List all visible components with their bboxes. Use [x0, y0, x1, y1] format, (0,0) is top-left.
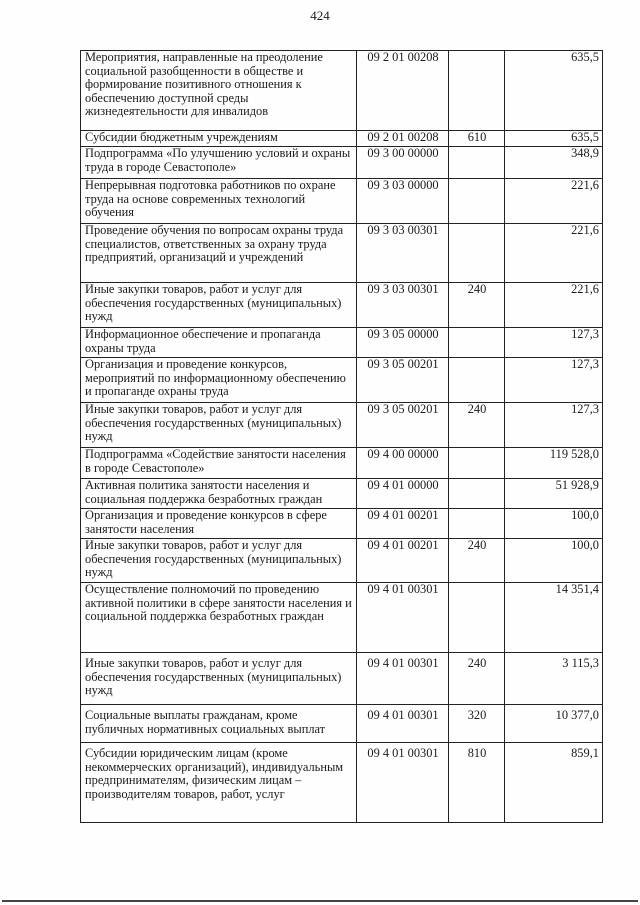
row-name: Социальные выплаты гражданам, кроме публичных нормативных социальных выплат: [81, 705, 357, 743]
row-name: Иные закупки товаров, работ и услуг для обеспечения государственных (муниципальных) нужд: [81, 653, 357, 705]
row-type: 240: [449, 403, 505, 448]
row-sum: 100,0: [505, 539, 603, 583]
row-type: 610: [449, 131, 505, 147]
row-sum: 127,3: [505, 358, 603, 403]
row-code: 09 4 01 00201: [357, 509, 449, 539]
page-number: 424: [310, 8, 330, 23]
row-type: [449, 509, 505, 539]
row-sum: 3 115,3: [505, 653, 603, 705]
table-row: [81, 539, 603, 583]
row-name: Непрерывная подготовка работников по охране труда на основе современных технологий обучения: [81, 179, 357, 224]
row-code: 09 2 01 00208: [357, 51, 449, 131]
row-type: 240: [449, 539, 505, 583]
row-code: 09 3 05 00201: [357, 403, 449, 448]
table-row: [81, 403, 603, 448]
table-row: [81, 283, 603, 328]
row-name: Иные закупки товаров, работ и услуг для обеспечения государственных (муниципальных) нужд: [81, 539, 357, 583]
row-type: [449, 328, 505, 358]
row-name: Субсидии бюджетным учреждениям: [81, 131, 357, 147]
row-type: [449, 358, 505, 403]
row-name: Субсидии юридическим лицам (кроме некоммерческих организаций), индивидуальным предпринимателям, физическим лицам – производителям товаров, работ, услуг: [81, 743, 357, 823]
row-name: Подпрограмма «По улучшению условий и охраны труда в городе Севастополе»: [81, 147, 357, 179]
row-type: [449, 51, 505, 131]
row-sum: 100,0: [505, 509, 603, 539]
row-code: 09 3 03 00000: [357, 179, 449, 224]
row-sum: 221,6: [505, 224, 603, 283]
table-row: [81, 743, 603, 823]
table-row: [81, 328, 603, 358]
bottom-scan-edge: [2, 900, 638, 902]
row-type: 240: [449, 283, 505, 328]
table-row: [81, 147, 603, 179]
row-name: Подпрограмма «Содействие занятости населения в городе Севастополе»: [81, 448, 357, 479]
table-row: [81, 51, 603, 131]
row-code: 09 4 01 00201: [357, 539, 449, 583]
row-sum: 348,9: [505, 147, 603, 179]
table-row: [81, 448, 603, 479]
table-row: [81, 479, 603, 509]
table-row: [81, 131, 603, 147]
row-name: Иные закупки товаров, работ и услуг для обеспечения государственных (муниципальных) нужд: [81, 283, 357, 328]
table-row: [81, 509, 603, 539]
row-code: 09 2 01 00208: [357, 131, 449, 147]
row-name: Мероприятия, направленные на преодоление социальной разобщенности в обществе и формирование позитивного отношения к обеспечению доступной среды жизнедеятельности для инвалидов: [81, 51, 357, 131]
row-sum: 221,6: [505, 179, 603, 224]
row-type: [449, 479, 505, 509]
row-sum: 14 351,4: [505, 583, 603, 653]
row-sum: 635,5: [505, 131, 603, 147]
table-row: [81, 653, 603, 705]
row-sum: 51 928,9: [505, 479, 603, 509]
row-sum: 127,3: [505, 328, 603, 358]
row-name: Организация и проведение конкурсов в сфере занятости населения: [81, 509, 357, 539]
row-code: 09 4 01 00301: [357, 653, 449, 705]
row-type: [449, 448, 505, 479]
row-code: 09 4 00 00000: [357, 448, 449, 479]
row-sum: 859,1: [505, 743, 603, 823]
row-sum: 127,3: [505, 403, 603, 448]
row-type: [449, 147, 505, 179]
row-sum: 221,6: [505, 283, 603, 328]
row-code: 09 3 05 00201: [357, 358, 449, 403]
table-row: [81, 705, 603, 743]
row-sum: 10 377,0: [505, 705, 603, 743]
row-code: 09 3 03 00301: [357, 283, 449, 328]
row-type: [449, 583, 505, 653]
row-code: 09 4 01 00301: [357, 743, 449, 823]
row-code: 09 3 03 00301: [357, 224, 449, 283]
row-sum: 635,5: [505, 51, 603, 131]
table-row: [81, 358, 603, 403]
table-row: [81, 179, 603, 224]
row-type: 810: [449, 743, 505, 823]
row-code: 09 4 01 00301: [357, 583, 449, 653]
row-type: 240: [449, 653, 505, 705]
row-code: 09 4 01 00000: [357, 479, 449, 509]
row-name: Иные закупки товаров, работ и услуг для обеспечения государственных (муниципальных) нужд: [81, 403, 357, 448]
row-code: 09 3 05 00000: [357, 328, 449, 358]
row-type: [449, 224, 505, 283]
budget-table: [80, 50, 603, 823]
row-code: 09 3 00 00000: [357, 147, 449, 179]
row-name: Проведение обучения по вопросам охраны труда специалистов, ответственных за охрану труда предприятий, организаций и учреждений: [81, 224, 357, 283]
row-name: Информационное обеспечение и пропаганда охраны труда: [81, 328, 357, 358]
row-type: 320: [449, 705, 505, 743]
row-name: Осуществление полномочий по проведению активной политики в сфере занятости населения и социальной поддержка безработных граждан: [81, 583, 357, 653]
row-name: Активная политика занятости населения и социальная поддержка безработных граждан: [81, 479, 357, 509]
table-row: [81, 583, 603, 653]
row-name: Организация и проведение конкурсов, мероприятий по информационному обеспечению и пропаганде охраны труда: [81, 358, 357, 403]
row-type: [449, 179, 505, 224]
row-code: 09 4 01 00301: [357, 705, 449, 743]
table-row: [81, 224, 603, 283]
row-sum: 119 528,0: [505, 448, 603, 479]
